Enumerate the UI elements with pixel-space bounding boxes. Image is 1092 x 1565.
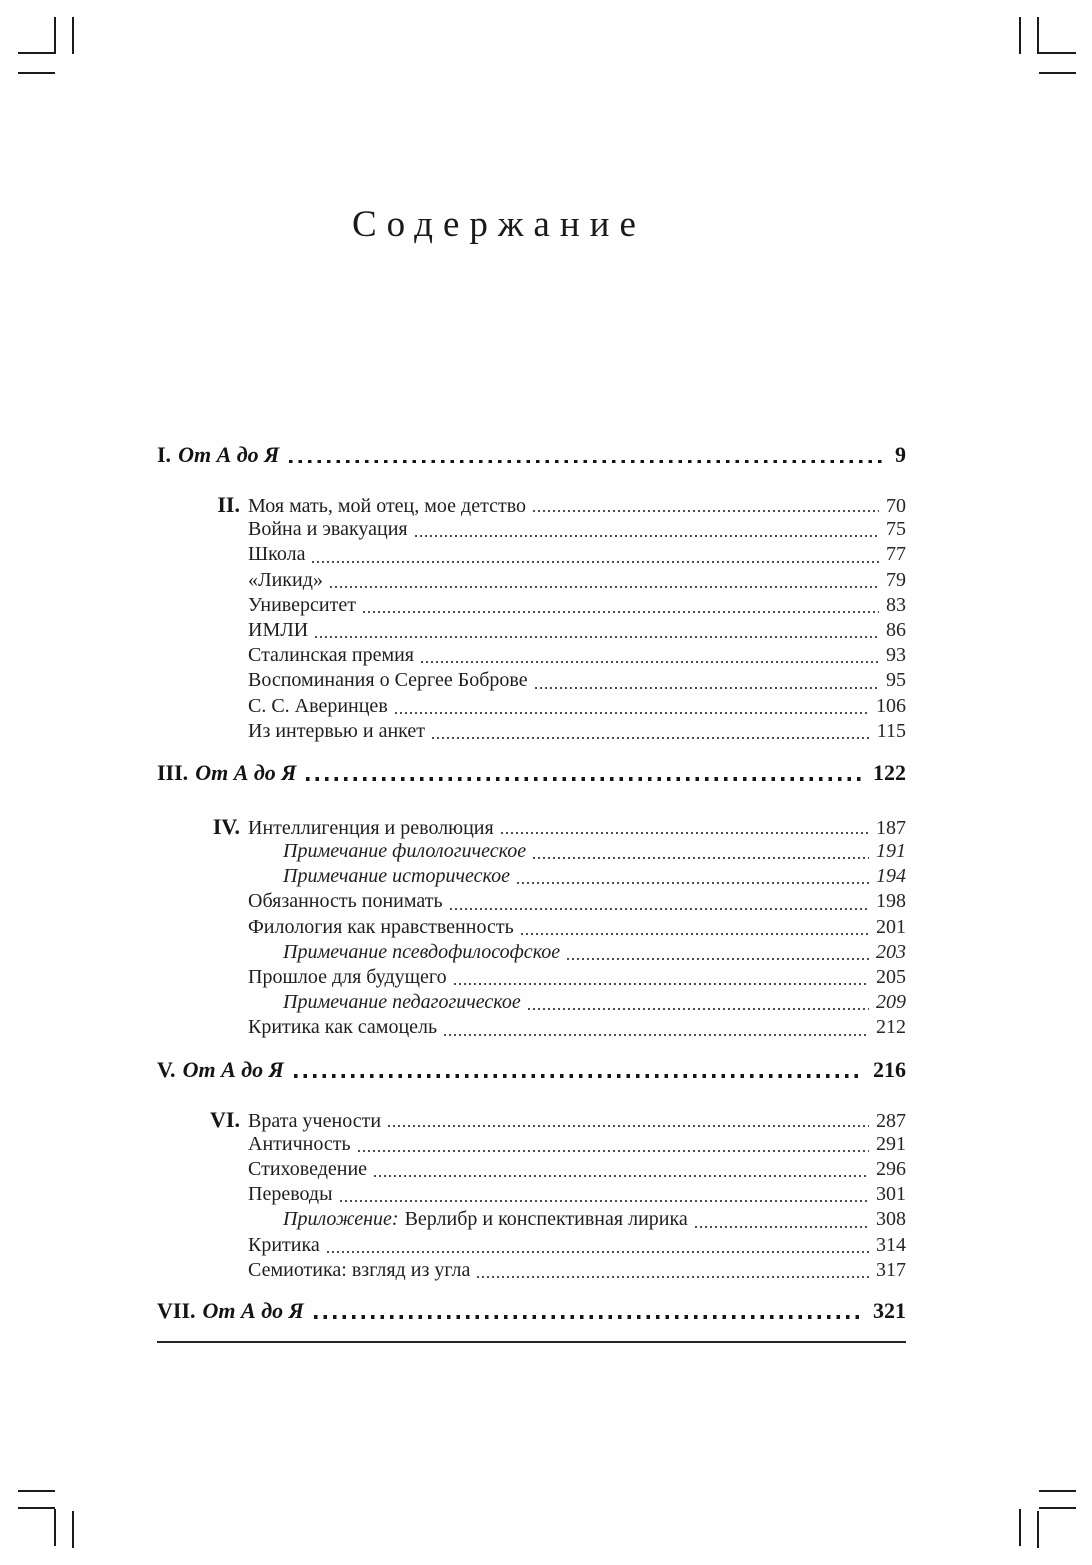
appendix-prefix: Приложение: (283, 1208, 399, 1231)
chapter-label: Врата учености (248, 1109, 382, 1132)
page-number: 86 (886, 618, 906, 641)
dot-leader (535, 687, 879, 689)
dot-leader (695, 1226, 869, 1228)
dot-leader (395, 712, 869, 714)
toc-chapter-iv (157, 814, 906, 839)
entry-label: Университет (248, 593, 356, 616)
dot-leader (521, 933, 869, 935)
toc-note (157, 990, 906, 1015)
toc-entry (157, 915, 906, 940)
entry-label: Школа (248, 543, 306, 566)
toc-entry (157, 694, 906, 719)
toc-part-v (157, 1055, 906, 1085)
toc-entry (157, 1233, 906, 1258)
toc-note (157, 940, 906, 965)
crop-mark-icon (1039, 1490, 1076, 1492)
entry-label: Сталинская премия (248, 644, 415, 667)
toc-note (157, 864, 906, 889)
entry-label: С. С. Аверинцев (248, 694, 388, 717)
part-numeral: V. (157, 1056, 176, 1082)
toc-part-vii (157, 1296, 906, 1326)
dot-leader (314, 1315, 864, 1319)
crop-mark-icon (1037, 1511, 1039, 1548)
page-number: 314 (876, 1233, 906, 1256)
entry-label: ИМЛИ (248, 618, 309, 641)
crop-mark-icon (18, 52, 55, 54)
toc-entry (157, 593, 906, 618)
toc-entry (157, 719, 906, 744)
page-number: 187 (876, 816, 906, 839)
toc-appendix-entry (157, 1207, 906, 1232)
chapter-label: Интеллигенция и революция (248, 816, 494, 839)
part-numeral: VII. (157, 1297, 196, 1323)
entry-label: Прошлое для будущего (248, 966, 447, 988)
toc-entry (157, 668, 906, 693)
entry-label: Воспоминания о Сергее Боброве (248, 669, 528, 692)
dot-leader (363, 611, 879, 613)
dot-leader (454, 983, 869, 985)
chapter-numeral: IV. (212, 813, 240, 839)
page-number: 79 (886, 568, 906, 591)
note-label: Примечание филологическое (283, 840, 527, 863)
table-of-contents (157, 440, 906, 1343)
page-number: 115 (876, 719, 906, 742)
entry-label: Семиотика: взгляд из угла (248, 1258, 471, 1281)
page-number: 201 (876, 915, 906, 938)
toc-entry (157, 1258, 906, 1283)
crop-mark-icon (1019, 17, 1021, 54)
entry-label: Критика как самоцель (248, 1016, 438, 1039)
page-number: 9 (895, 442, 906, 467)
dot-leader (327, 1251, 869, 1253)
toc-part-iii (157, 758, 906, 788)
page-title: Содержание (352, 204, 646, 245)
dot-leader (315, 636, 879, 638)
part-numeral: III. (157, 759, 189, 785)
toc-part-i (157, 440, 906, 470)
part-title: От А до Я (178, 442, 280, 467)
page-number: 216 (873, 1056, 906, 1082)
chapter-label: Моя мать, мой отец, мое детство (248, 495, 526, 517)
dot-leader (289, 460, 886, 464)
dot-leader (533, 857, 869, 859)
dot-leader (432, 737, 870, 739)
page-number: 83 (886, 593, 906, 616)
crop-mark-icon (1039, 72, 1076, 74)
part-title: От А до Я (182, 1056, 284, 1082)
toc-entry (157, 1015, 906, 1040)
appendix-label: Верлибр и конспективная лирика (404, 1208, 688, 1231)
entry-label: Война и эвакуация (248, 518, 408, 541)
crop-mark-icon (18, 72, 55, 74)
page-number: 70 (886, 495, 906, 517)
entry-label: Обязанность понимать (248, 890, 443, 913)
crop-mark-icon (1037, 17, 1039, 54)
page-number: 301 (876, 1183, 906, 1206)
toc-entry (157, 1182, 906, 1207)
dot-leader (444, 1034, 869, 1036)
part-title: От А до Я (195, 759, 297, 785)
entry-label: Критика (248, 1233, 320, 1256)
toc-entry (157, 568, 906, 593)
footer-rule (157, 1341, 906, 1344)
chapter-numeral: II. (217, 492, 240, 517)
dot-leader (312, 561, 879, 563)
dot-leader (358, 1150, 869, 1152)
dot-leader (477, 1276, 869, 1278)
dot-leader (294, 1074, 864, 1078)
toc-entry (157, 643, 906, 668)
dot-leader (415, 535, 879, 537)
crop-mark-icon (72, 17, 74, 54)
page-number: 209 (876, 991, 906, 1014)
crop-mark-icon (1039, 52, 1076, 54)
dot-leader (330, 586, 879, 588)
entry-label: «Ликид» (248, 568, 323, 591)
dot-leader (388, 1125, 869, 1127)
toc-entry (157, 618, 906, 643)
toc-entry (157, 889, 906, 914)
page-number: 106 (876, 694, 906, 717)
part-numeral: I. (157, 442, 172, 467)
crop-mark-icon (1019, 1509, 1021, 1546)
page-number: 296 (876, 1157, 906, 1180)
page-number: 203 (876, 940, 906, 963)
dot-leader (517, 882, 869, 884)
toc-entry (157, 542, 906, 567)
page-number: 95 (886, 669, 906, 692)
crop-mark-icon (18, 1490, 55, 1492)
toc-note (157, 839, 906, 864)
page-number: 308 (876, 1208, 906, 1231)
page-number: 198 (876, 890, 906, 913)
dot-leader (306, 777, 864, 781)
page-number: 212 (876, 1016, 906, 1039)
toc-entry (157, 1157, 906, 1182)
page-number: 75 (886, 518, 906, 541)
toc-chapter-vi (157, 1107, 906, 1132)
crop-mark-icon (54, 1509, 56, 1546)
page-number: 191 (876, 840, 906, 863)
page-number: 291 (876, 1132, 906, 1155)
toc-chapter-ii (157, 492, 906, 517)
page-number: 194 (876, 865, 906, 888)
dot-leader (421, 661, 879, 663)
entry-label: Переводы (248, 1183, 333, 1206)
page-number: 77 (886, 543, 906, 566)
dot-leader (340, 1200, 869, 1202)
chapter-numeral: VI. (210, 1106, 240, 1132)
page-number: 93 (886, 644, 906, 667)
note-label: Примечание псевдофилософское (283, 940, 561, 963)
note-label: Примечание педагогическое (283, 991, 521, 1014)
dot-leader (567, 958, 869, 960)
toc-entry (157, 1132, 906, 1157)
toc-entry (157, 965, 906, 990)
part-title: От А до Я (202, 1297, 304, 1323)
page-number: 321 (873, 1297, 906, 1323)
page-number: 205 (876, 966, 906, 988)
crop-mark-icon (72, 1511, 74, 1548)
note-label: Примечание историческое (283, 865, 510, 888)
crop-mark-icon (54, 17, 56, 54)
crop-mark-icon (1039, 1507, 1076, 1509)
page-number: 122 (873, 759, 906, 785)
crop-mark-icon (18, 1507, 55, 1509)
dot-leader (501, 832, 869, 834)
page-number: 287 (876, 1109, 906, 1132)
dot-leader (533, 510, 879, 512)
entry-label: Филология как нравственность (248, 915, 514, 938)
page-number: 317 (876, 1258, 906, 1281)
toc-entry (157, 517, 906, 542)
dot-leader (450, 908, 869, 910)
entry-label: Стиховедение (248, 1157, 368, 1180)
entry-label: Античность (248, 1132, 351, 1155)
dot-leader (374, 1175, 869, 1177)
dot-leader (528, 1008, 869, 1010)
entry-label: Из интервью и анкет (248, 719, 425, 742)
